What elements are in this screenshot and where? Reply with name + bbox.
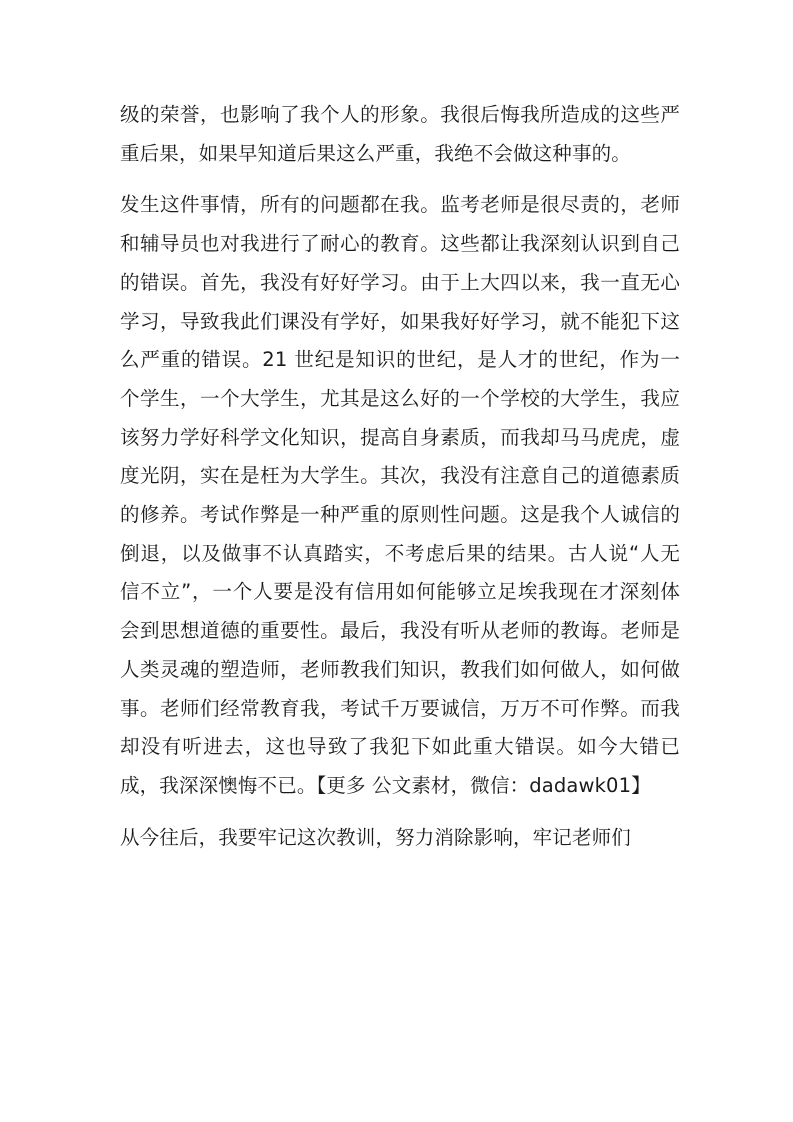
paragraph-3: 从今往后，我要牢记这次教训，努力消除影响，牢记老师们: [120, 825, 631, 849]
document-body: [120, 96, 680, 857]
paragraph-1: 级的荣誉，也影响了我个人的形象。我很后悔我所造成的这些严重后果，如果早知道后果这么严重，我绝不会做这种事的。: [120, 103, 680, 165]
paragraph-2: 发生这件事情，所有的问题都在我。监考老师是很尽责的，老师和辅导员也对我进行了耐心的教育。这些都让我深刻认识到自己的错误。首先，我没有好好学习。由于上大四以来，我一直无心学习，导致我此们课没有学好，如果我好好学习，就不能犯下这么严重的错误。21 世纪是知识的世纪，是人才的世纪，作为一个学生，一个大学生，尤其是这么好的一个学校的大学生，我应该努力学好科学文化知识，提高自身素质，而我却马马虎虎，虚度光阴，实在是枉为大学生。其次，我没有注意自己的道德素质的修养。考试作弊是一种严重的原则性问题。这是我个人诚信的倒退，以及做事不认真踏实，不考虑后果的结果。古人说“人无信不立”，一个人要是没有信用如何能够立足埃我现在才深刻体会到思想道德的重要性。最后，我没有听从老师的教诲。老师是人类灵魂的塑造师，老师教我们知识，教我们如何做人，如何做事。老师们经常教育我，考试千万要诚信，万万不可作弊。而我却没有听进去，这也导致了我犯下如此重大错误。如今大错已成，我深深懊悔不已。【更多 公文素材，微信：dadawk01】: [120, 193, 680, 797]
